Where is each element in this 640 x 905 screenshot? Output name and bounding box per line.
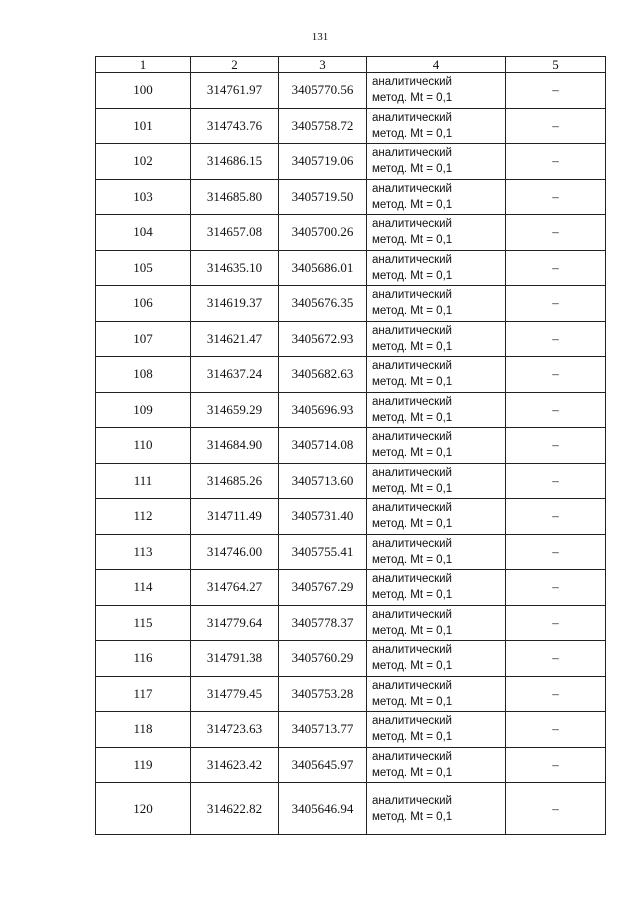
point-number-cell: 105 <box>96 250 191 286</box>
table-row <box>96 357 606 393</box>
method-cell <box>367 534 506 570</box>
column-5-cell: – <box>506 605 606 641</box>
column-5-cell: – <box>506 570 606 606</box>
method-cell <box>367 428 506 464</box>
x-coordinate-cell: 314623.42 <box>191 747 279 783</box>
table-row <box>96 144 606 180</box>
x-coordinate-cell: 314657.08 <box>191 215 279 251</box>
x-coordinate-cell: 314764.27 <box>191 570 279 606</box>
x-coordinate-cell: 314621.47 <box>191 321 279 357</box>
method-line-2: метод. Mt = 0,1 <box>372 447 453 460</box>
header-row <box>96 57 606 73</box>
method-line-1: аналитический <box>372 431 452 444</box>
y-coordinate-cell: 3405682.63 <box>279 357 367 393</box>
column-5-cell: – <box>506 783 606 835</box>
y-coordinate-cell: 3405696.93 <box>279 392 367 428</box>
method-line-1: аналитический <box>372 182 452 195</box>
point-number-cell: 110 <box>96 428 191 464</box>
table-row <box>96 321 606 357</box>
method-line-2: метод. Mt = 0,1 <box>372 660 453 673</box>
table-row <box>96 392 606 428</box>
x-coordinate-cell: 314622.82 <box>191 783 279 835</box>
point-number-cell: 117 <box>96 676 191 712</box>
method-line-2: метод. Mt = 0,1 <box>372 518 453 531</box>
method-cell <box>367 108 506 144</box>
x-coordinate-cell: 314711.49 <box>191 499 279 535</box>
x-coordinate-cell: 314637.24 <box>191 357 279 393</box>
method-line-2: метод. Mt = 0,1 <box>372 589 453 602</box>
y-coordinate-cell: 3405719.06 <box>279 144 367 180</box>
x-coordinate-cell: 314659.29 <box>191 392 279 428</box>
y-coordinate-cell: 3405719.50 <box>279 179 367 215</box>
method-cell <box>367 747 506 783</box>
table-row <box>96 747 606 783</box>
table-row <box>96 179 606 215</box>
point-number-cell: 106 <box>96 286 191 322</box>
method-cell <box>367 499 506 535</box>
y-coordinate-cell: 3405755.41 <box>279 534 367 570</box>
method-line-2: метод. Mt = 0,1 <box>372 731 453 744</box>
method-line-1: аналитический <box>372 750 452 763</box>
method-line-2: метод. Mt = 0,1 <box>372 305 453 318</box>
y-coordinate-cell: 3405767.29 <box>279 570 367 606</box>
y-coordinate-cell: 3405672.93 <box>279 321 367 357</box>
point-number-cell: 104 <box>96 215 191 251</box>
method-line-2: метод. Mt = 0,1 <box>372 766 453 779</box>
column-5-cell: – <box>506 712 606 748</box>
x-coordinate-cell: 314684.90 <box>191 428 279 464</box>
method-cell <box>367 321 506 357</box>
x-coordinate-cell: 314685.80 <box>191 179 279 215</box>
method-line-2: метод. Mt = 0,1 <box>372 234 453 247</box>
method-line-1: аналитический <box>372 608 452 621</box>
method-line-2: метод. Mt = 0,1 <box>372 127 453 140</box>
y-coordinate-cell: 3405686.01 <box>279 250 367 286</box>
method-line-1: аналитический <box>372 644 452 657</box>
method-line-2: метод. Mt = 0,1 <box>372 482 453 495</box>
y-coordinate-cell: 3405770.56 <box>279 73 367 109</box>
method-line-1: аналитический <box>372 324 452 337</box>
table-row <box>96 570 606 606</box>
point-number-cell: 102 <box>96 144 191 180</box>
point-number-cell: 107 <box>96 321 191 357</box>
method-cell <box>367 73 506 109</box>
table-row <box>96 676 606 712</box>
y-coordinate-cell: 3405713.60 <box>279 463 367 499</box>
x-coordinate-cell: 314779.64 <box>191 605 279 641</box>
point-number-cell: 112 <box>96 499 191 535</box>
y-coordinate-cell: 3405758.72 <box>279 108 367 144</box>
column-5-cell: – <box>506 179 606 215</box>
y-coordinate-cell: 3405713.77 <box>279 712 367 748</box>
point-number-cell: 109 <box>96 392 191 428</box>
column-5-cell: – <box>506 73 606 109</box>
table-row <box>96 534 606 570</box>
method-line-2: метод. Mt = 0,1 <box>372 269 453 282</box>
method-line-2: метод. Mt = 0,1 <box>372 553 453 566</box>
x-coordinate-cell: 314635.10 <box>191 250 279 286</box>
column-5-cell: – <box>506 286 606 322</box>
method-cell <box>367 392 506 428</box>
table-row <box>96 783 606 835</box>
x-coordinate-cell: 314723.63 <box>191 712 279 748</box>
point-number-cell: 101 <box>96 108 191 144</box>
coordinates-table <box>95 56 606 835</box>
x-coordinate-cell: 314743.76 <box>191 108 279 144</box>
point-number-cell: 111 <box>96 463 191 499</box>
method-cell <box>367 250 506 286</box>
x-coordinate-cell: 314779.45 <box>191 676 279 712</box>
header-col-1: 1 <box>96 57 191 73</box>
method-line-1: аналитический <box>372 573 452 586</box>
y-coordinate-cell: 3405731.40 <box>279 499 367 535</box>
method-line-2: метод. Mt = 0,1 <box>372 411 453 424</box>
column-5-cell: – <box>506 463 606 499</box>
method-line-2: метод. Mt = 0,1 <box>372 163 453 176</box>
method-line-2: метод. Mt = 0,1 <box>372 92 453 105</box>
table-row <box>96 73 606 109</box>
method-line-1: аналитический <box>372 537 452 550</box>
method-line-1: аналитический <box>372 466 452 479</box>
column-5-cell: – <box>506 428 606 464</box>
point-number-cell: 120 <box>96 783 191 835</box>
method-line-1: аналитический <box>372 395 452 408</box>
column-5-cell: – <box>506 534 606 570</box>
table-row <box>96 250 606 286</box>
method-cell <box>367 605 506 641</box>
point-number-cell: 118 <box>96 712 191 748</box>
method-cell <box>367 641 506 677</box>
point-number-cell: 103 <box>96 179 191 215</box>
method-cell <box>367 179 506 215</box>
y-coordinate-cell: 3405760.29 <box>279 641 367 677</box>
point-number-cell: 100 <box>96 73 191 109</box>
column-5-cell: – <box>506 641 606 677</box>
header-col-2: 2 <box>191 57 279 73</box>
column-5-cell: – <box>506 144 606 180</box>
header-col-4: 4 <box>367 57 506 73</box>
y-coordinate-cell: 3405645.97 <box>279 747 367 783</box>
y-coordinate-cell: 3405753.28 <box>279 676 367 712</box>
table-body <box>96 73 606 835</box>
method-line-1: аналитический <box>372 679 452 692</box>
method-line-2: метод. Mt = 0,1 <box>372 198 453 211</box>
table-row <box>96 215 606 251</box>
method-line-1: аналитический <box>372 289 452 302</box>
point-number-cell: 108 <box>96 357 191 393</box>
method-line-1: аналитический <box>372 794 452 807</box>
y-coordinate-cell: 3405676.35 <box>279 286 367 322</box>
method-line-2: метод. Mt = 0,1 <box>372 695 453 708</box>
method-cell <box>367 357 506 393</box>
table-row <box>96 605 606 641</box>
header-col-3: 3 <box>279 57 367 73</box>
method-cell <box>367 783 506 835</box>
x-coordinate-cell: 314686.15 <box>191 144 279 180</box>
column-5-cell: – <box>506 392 606 428</box>
method-cell <box>367 463 506 499</box>
table-row <box>96 712 606 748</box>
page-number: 131 <box>311 31 329 43</box>
x-coordinate-cell: 314746.00 <box>191 534 279 570</box>
point-number-cell: 116 <box>96 641 191 677</box>
column-5-cell: – <box>506 108 606 144</box>
method-line-2: метод. Mt = 0,1 <box>372 376 453 389</box>
table-row <box>96 463 606 499</box>
y-coordinate-cell: 3405700.26 <box>279 215 367 251</box>
method-cell <box>367 712 506 748</box>
table-row <box>96 108 606 144</box>
table-row <box>96 428 606 464</box>
method-line-1: аналитический <box>372 502 452 515</box>
y-coordinate-cell: 3405646.94 <box>279 783 367 835</box>
method-cell <box>367 144 506 180</box>
table-row <box>96 286 606 322</box>
point-number-cell: 115 <box>96 605 191 641</box>
point-number-cell: 119 <box>96 747 191 783</box>
method-cell <box>367 570 506 606</box>
column-5-cell: – <box>506 747 606 783</box>
column-5-cell: – <box>506 215 606 251</box>
column-5-cell: – <box>506 321 606 357</box>
method-line-1: аналитический <box>372 715 452 728</box>
method-line-2: метод. Mt = 0,1 <box>372 810 453 823</box>
table-row <box>96 641 606 677</box>
method-cell <box>367 286 506 322</box>
method-line-2: метод. Mt = 0,1 <box>372 624 453 637</box>
x-coordinate-cell: 314791.38 <box>191 641 279 677</box>
table-row <box>96 499 606 535</box>
y-coordinate-cell: 3405714.08 <box>279 428 367 464</box>
x-coordinate-cell: 314619.37 <box>191 286 279 322</box>
method-line-1: аналитический <box>372 218 452 231</box>
method-line-1: аналитический <box>372 111 452 124</box>
header-col-5: 5 <box>506 57 606 73</box>
y-coordinate-cell: 3405778.37 <box>279 605 367 641</box>
x-coordinate-cell: 314761.97 <box>191 73 279 109</box>
method-line-1: аналитический <box>372 147 452 160</box>
method-line-2: метод. Mt = 0,1 <box>372 340 453 353</box>
point-number-cell: 113 <box>96 534 191 570</box>
method-line-1: аналитический <box>372 76 452 89</box>
point-number-cell: 114 <box>96 570 191 606</box>
column-5-cell: – <box>506 357 606 393</box>
method-line-1: аналитический <box>372 360 452 373</box>
method-cell <box>367 676 506 712</box>
table-header <box>96 57 606 73</box>
method-line-1: аналитический <box>372 253 452 266</box>
column-5-cell: – <box>506 676 606 712</box>
x-coordinate-cell: 314685.26 <box>191 463 279 499</box>
column-5-cell: – <box>506 250 606 286</box>
method-cell <box>367 215 506 251</box>
column-5-cell: – <box>506 499 606 535</box>
